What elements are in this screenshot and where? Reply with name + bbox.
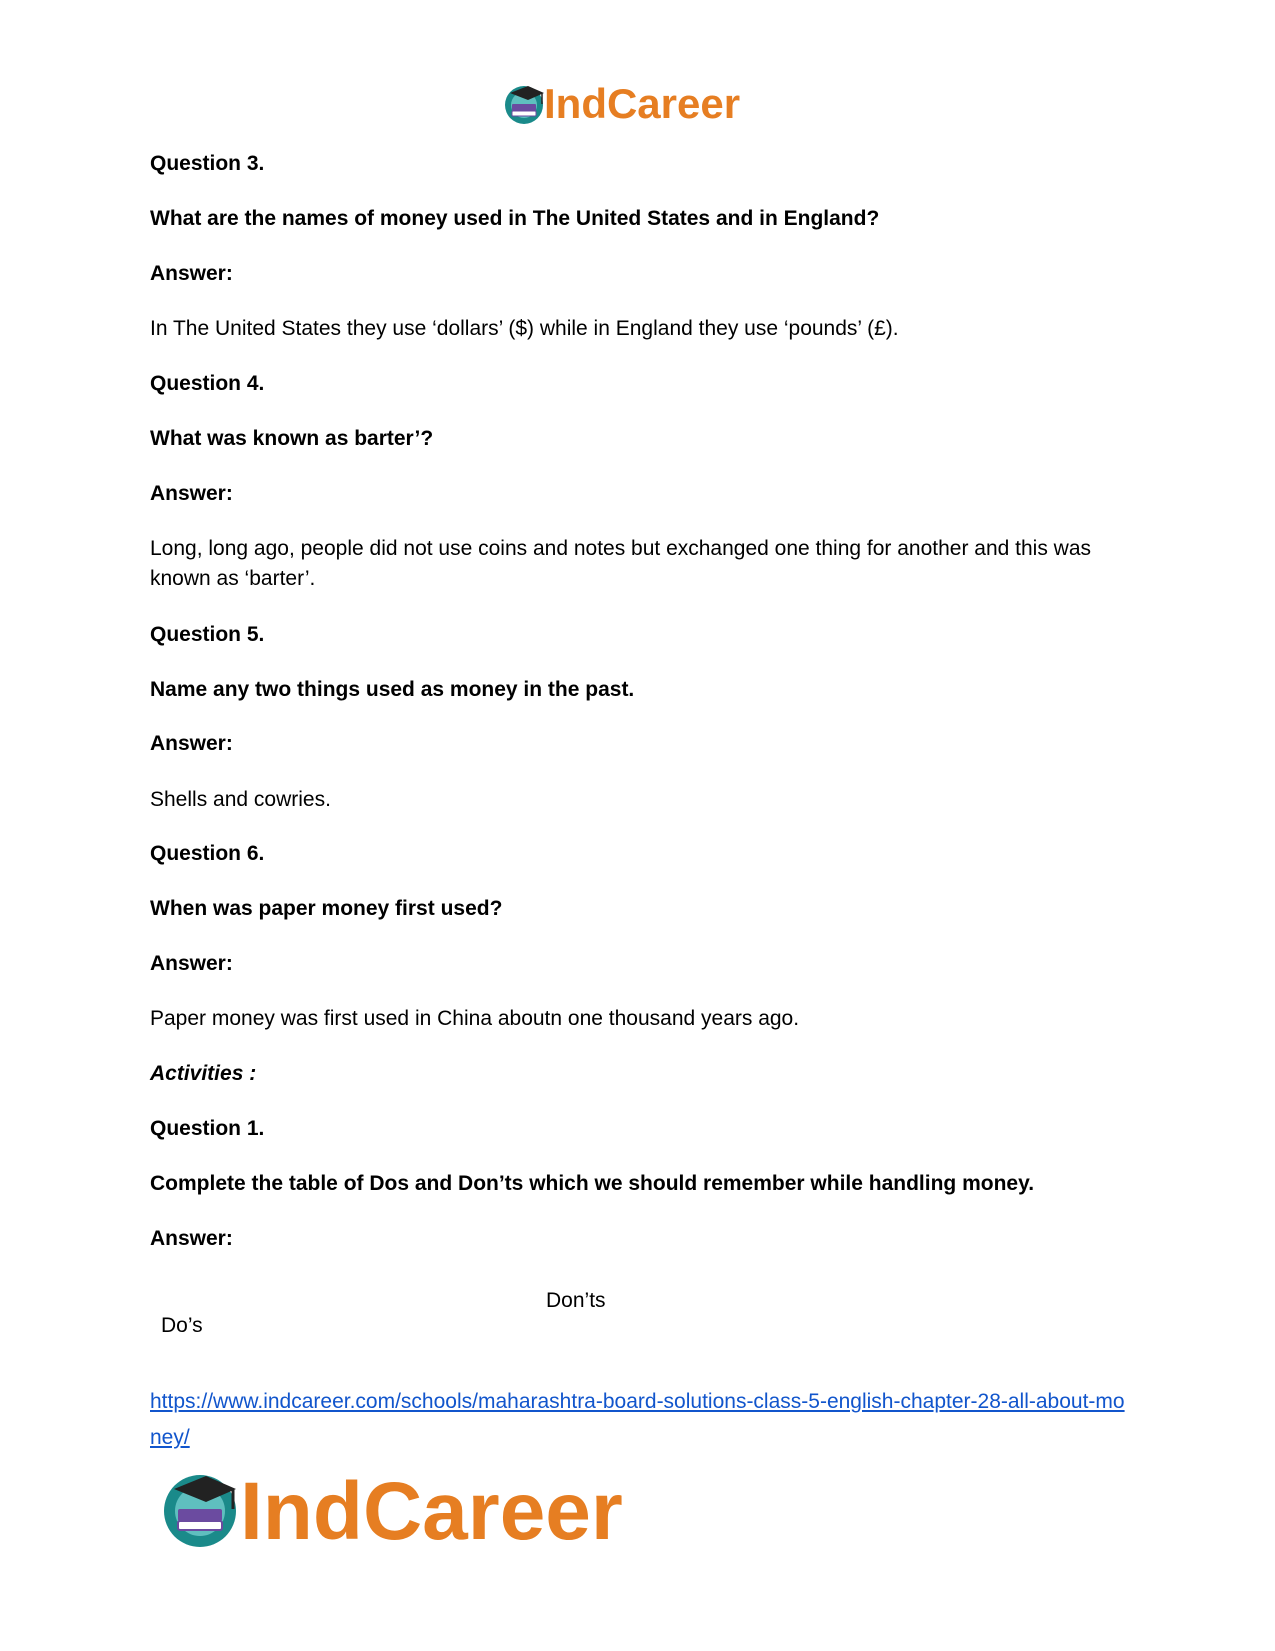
question-text: Complete the table of Dos and Don’ts which we should remember while handling money. (150, 1172, 1035, 1195)
question-number: Question 6. (150, 842, 265, 865)
section-heading: Activities : (150, 1062, 257, 1085)
question-number: Question 4. (150, 372, 265, 395)
question-text: Name any two things used as money in the past. (150, 678, 635, 701)
table-header-donts: Don’ts (546, 1289, 606, 1312)
table-header-dos: Do’s (161, 1314, 203, 1337)
question-text: What are the names of money used in The United States and in England? (150, 207, 880, 230)
answer-text: In The United States they use ‘dollars’ ($) while in England they use ‘pounds’ (£). (150, 317, 899, 340)
answer-label: Answer: (150, 482, 233, 505)
answer-text: Paper money was first used in China aboutn one thousand years ago. (150, 1007, 800, 1030)
answer-label: Answer: (150, 732, 233, 755)
question-number: Question 1. (150, 1117, 265, 1140)
logo-wordmark: IndCareer (544, 80, 741, 127)
graduation-cap-globe-icon (505, 86, 544, 124)
answer-text: Long, long ago, people did not use coins and notes but exchanged one thing for another and this was known as ‘barter’. (150, 537, 1092, 590)
answer-label: Answer: (150, 952, 233, 975)
question-text: When was paper money first used? (150, 897, 503, 920)
indcareer-logo-bottom (160, 1463, 700, 1553)
question-number: Question 3. (150, 152, 265, 175)
answer-label: Answer: (150, 1227, 233, 1250)
question-text: What was known as barter’? (150, 427, 434, 450)
answer-label: Answer: (150, 262, 233, 285)
answer-text: Shells and cowries. (150, 788, 331, 811)
source-link[interactable]: https://www.indcareer.com/schools/maharashtra-board-solutions-class-5-english-chapter-28-all-about-money/ (150, 1390, 1125, 1449)
question-number: Question 5. (150, 623, 265, 646)
indcareer-logo-top (502, 78, 772, 128)
graduation-cap-globe-icon (164, 1475, 236, 1547)
logo-wordmark: IndCareer (240, 1466, 623, 1553)
